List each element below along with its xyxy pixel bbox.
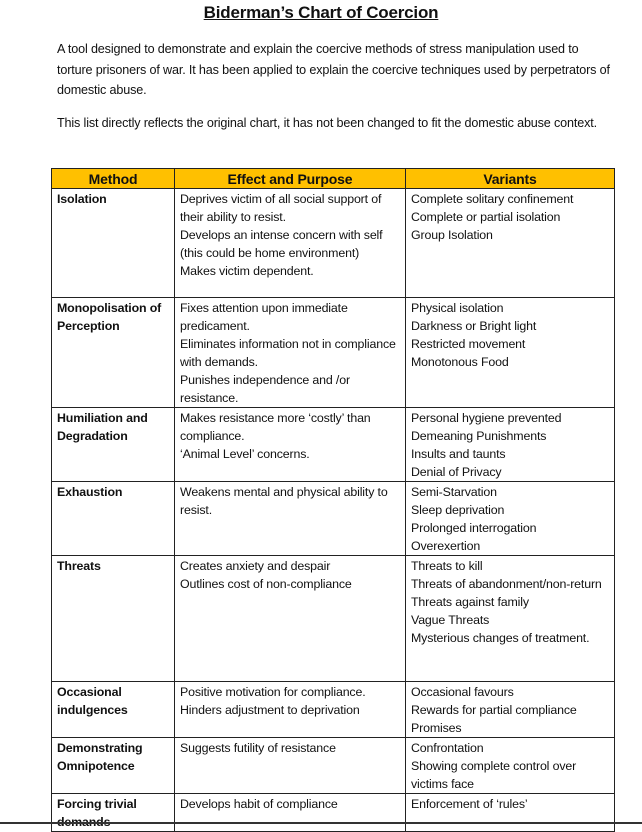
column-header-variants: Variants [406,169,615,189]
table-row [52,298,615,408]
effect-line: Makes victim dependent. [180,264,314,278]
coercion-table [51,168,615,832]
method-cell [52,556,175,682]
table-row [52,482,615,556]
footer-divider [0,822,642,824]
method-line: Forcing trivial [57,797,137,811]
method-line: Occasional indulgences [57,685,128,717]
table-header-row [52,169,615,189]
effect-line: Outlines cost of non-compliance [180,577,352,591]
effect-line: Makes resistance more ‘costly’ than compliance. [180,411,371,443]
effect-line: Punishes independence and /or resistance. [180,373,350,405]
variants-line: Threats against family [411,595,529,609]
method-line: Humiliation and Degradation [57,411,148,443]
variants-line: Rewards for partial compliance [411,703,577,717]
effect-cell [175,189,406,298]
method-cell [52,189,175,298]
variants-line: Occasional favours [411,685,514,699]
variants-line: Complete or partial isolation [411,210,561,224]
variants-line: Threats to kill [411,559,483,573]
variants-line: Promises [411,721,462,735]
variants-line: Mysterious changes of treatment. [411,631,590,645]
variants-line: Demeaning Punishments [411,429,547,443]
variants-line: Showing complete control over victims face [411,759,577,791]
effect-cell [175,556,406,682]
variants-cell [406,556,615,682]
effect-line: Weakens mental and physical ability to resist. [180,485,388,517]
intro-paragraph: A tool designed to demonstrate and explain the coercive methods of stress manipulation used to torture prisoners of war. It has been applied to explain the coercive techniques used by perpetrators of domestic abuse. [57,42,610,97]
variants-line: Confrontation [411,741,484,755]
method-line: Exhaustion [57,485,123,499]
method-line: Isolation [57,192,107,206]
variants-line: Monotonous Food [411,355,509,369]
note-paragraph: This list directly reflects the original chart, it has not been changed to fit the domestic abuse context. [57,116,597,130]
variants-line: Overexertion [411,539,481,553]
variants-cell [406,298,615,408]
variants-line: Personal hygiene prevented [411,411,562,425]
table-row [52,408,615,482]
table-row [52,738,615,794]
effect-line: Develops an intense concern with self (this could be home environment) [180,228,383,260]
effect-line: ‘Animal Level’ concerns. [180,447,310,461]
table-row [52,682,615,738]
effect-line: Creates anxiety and despair [180,559,331,573]
table-row [52,189,615,298]
effect-cell [175,738,406,794]
variants-cell [406,189,615,298]
variants-line: Physical isolation [411,301,504,315]
effect-line: Deprives victim of all social support of their ability to resist. [180,192,382,224]
effect-cell [175,408,406,482]
effect-cell [175,682,406,738]
method-line: Demonstrating Omnipotence [57,741,143,773]
column-header-method: Method [52,169,175,189]
variants-line: Vague Threats [411,613,490,627]
effect-cell [175,482,406,556]
page-title: Biderman’s Chart of Coercion [203,3,439,22]
effect-line: Fixes attention upon immediate predicament. [180,301,348,333]
method-line: Threats [57,559,101,573]
variants-cell [406,738,615,794]
method-line: Monopolisation of Perception [57,301,162,333]
effect-line: Positive motivation for compliance. [180,685,366,699]
variants-line: Denial of Privacy [411,465,502,479]
table-row [52,556,615,682]
effect-line: Suggests futility of resistance [180,741,336,755]
variants-line: Semi-Starvation [411,485,497,499]
variants-line: Darkness or Bright light [411,319,537,333]
variants-cell [406,482,615,556]
variants-line: Threats of abandonment/non-return [411,577,602,591]
method-cell [52,298,175,408]
variants-line: Sleep deprivation [411,503,505,517]
effect-cell [175,298,406,408]
variants-cell [406,682,615,738]
method-cell [52,738,175,794]
variants-line: Enforcement of ‘rules’ [411,797,528,811]
variants-line: Group Isolation [411,228,493,242]
method-cell [52,682,175,738]
variants-cell [406,408,615,482]
variants-line: Restricted movement [411,337,526,351]
column-header-effect: Effect and Purpose [175,169,406,189]
variants-line: Complete solitary confinement [411,192,574,206]
effect-line: Hinders adjustment to deprivation [180,703,360,717]
method-cell [52,482,175,556]
variants-line: Insults and taunts [411,447,506,461]
variants-line: Prolonged interrogation [411,521,537,535]
effect-line: Develops habit of compliance [180,797,338,811]
effect-line: Eliminates information not in compliance with demands. [180,337,396,369]
method-cell [52,408,175,482]
